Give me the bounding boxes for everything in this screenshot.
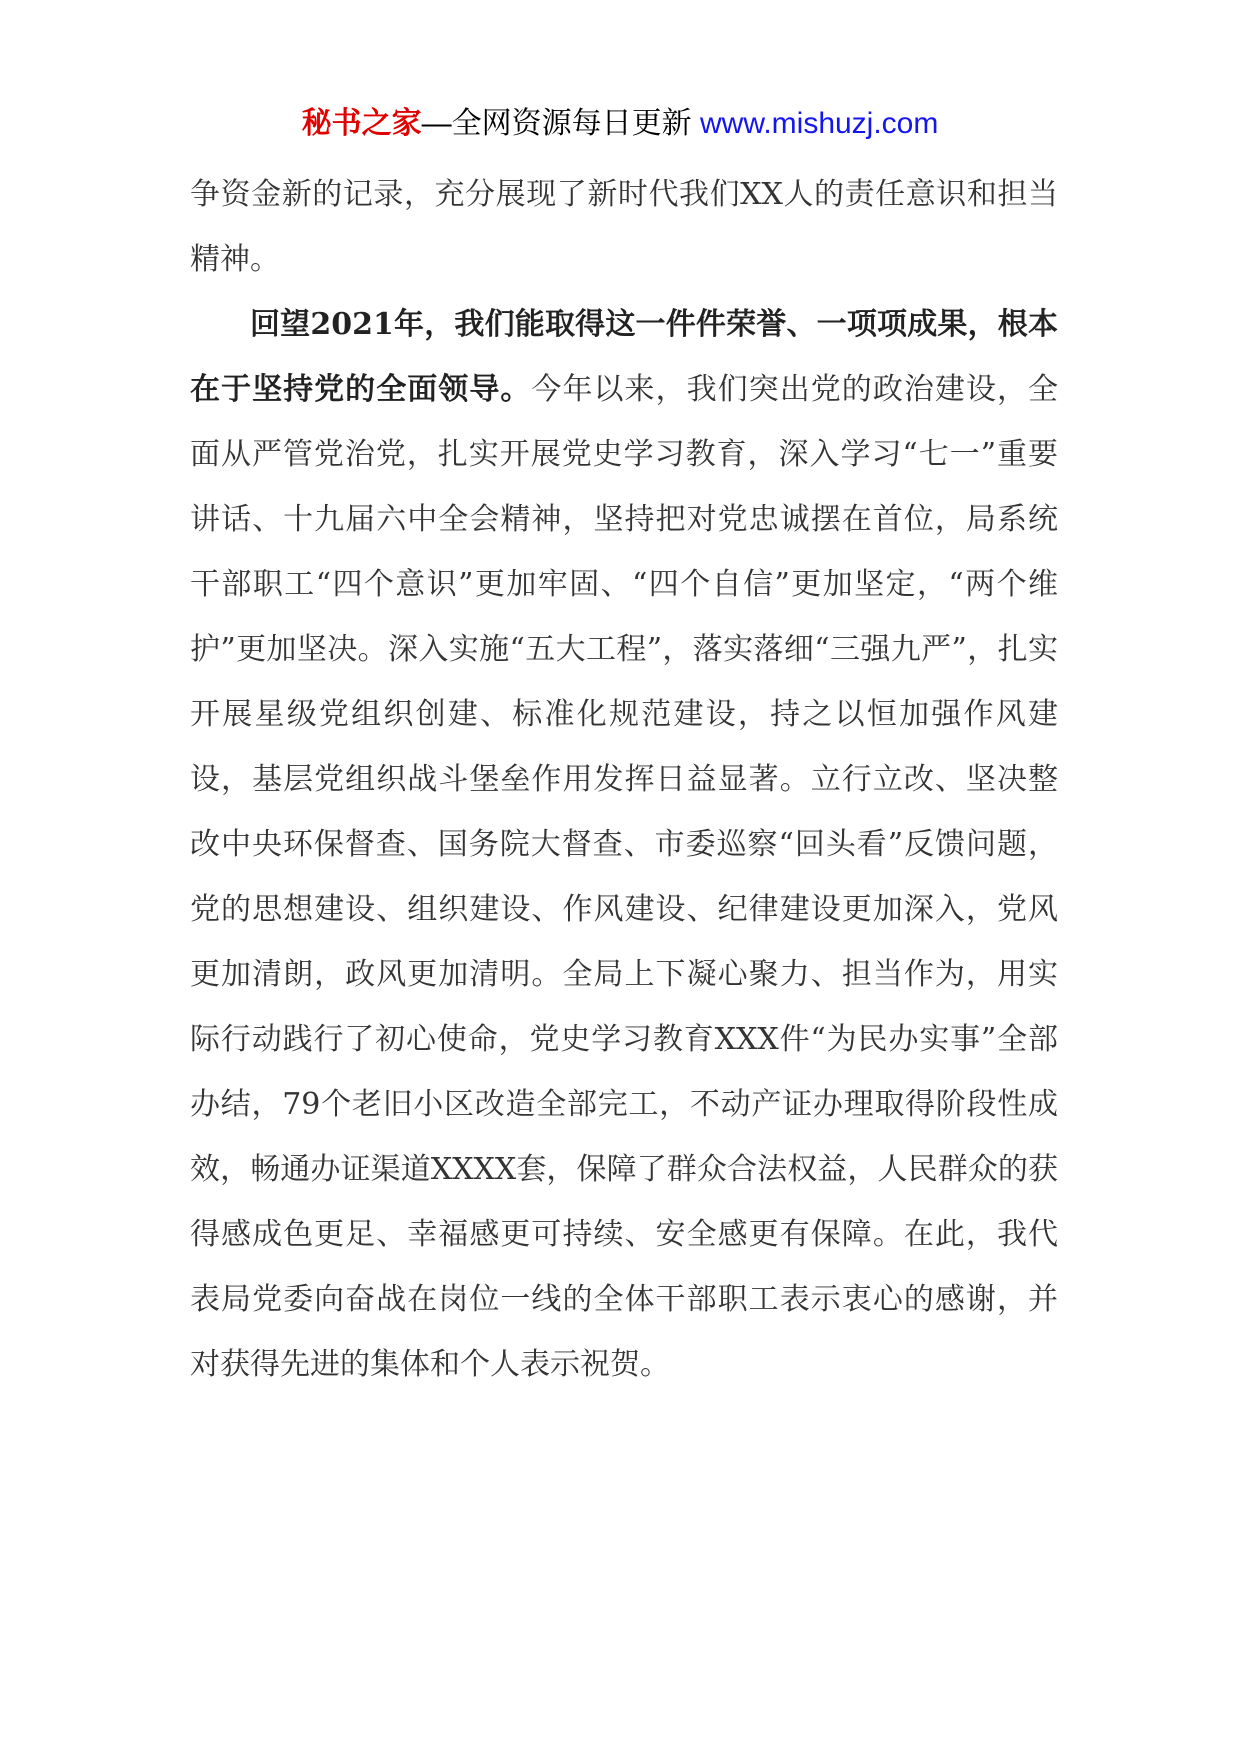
brand-name: 秘书之家 [301,107,422,140]
document-body [190,162,1058,1397]
paragraph-body-text: 今年以来，我们突出党的政治建设，全面从严管党治党，扎实开展党史学习教育，深入学习“七一”重要讲话、十九届六中全会精神，坚持把对党忠诚摆在首位，局系统干部职工“四个意识”更加牢固、“四个自信”更加坚定，“两个维护”更加坚决。深入实施“五大工程”，落实落细“三强九严”，扎实开展星级党组织创建、标准化规范建设，持之以恒加强作风建设，基层党组织战斗堡垒作用发挥日益显著。立行立改、坚决整改中央环保督查、国务院大督查、市委巡察“回头看”反馈问题，党的思想建设、组织建设、作风建设、纪律建设更加深入，党风更加清朗，政风更加清明。全局上下凝心聚力、担当作为，用实际行动践行了初心使命，党史学习教育XXX件“为民办实事”全部办结，79个老旧小区改造全部完工，不动产证办理取得阶段性成效，畅通办证渠道XXXX套，保障了群众合法权益，人民群众的获得感成色更足、幸福感更可持续、安全感更有保障。在此，我代表局党委向奋战在岗位一线的全体干部职工表示衷心的感谢，并对获得先进的集体和个人表示祝贺。 [190,372,1059,1382]
site-header [0,100,1240,148]
paragraph-review-2021 [190,292,1058,1397]
paragraph-lead-bold: 回望2021年，我们能取得这一件件荣誉、一项项成果，根本在于坚持党的全面领导。 [190,307,1058,407]
paragraph-continued: 争资金新的记录，充分展现了新时代我们XX人的责任意识和担当精神。 [190,177,1058,277]
site-url-link[interactable]: www.mishuzj.com [699,107,939,140]
header-tagline: —全网资源每日更新 [421,107,692,140]
